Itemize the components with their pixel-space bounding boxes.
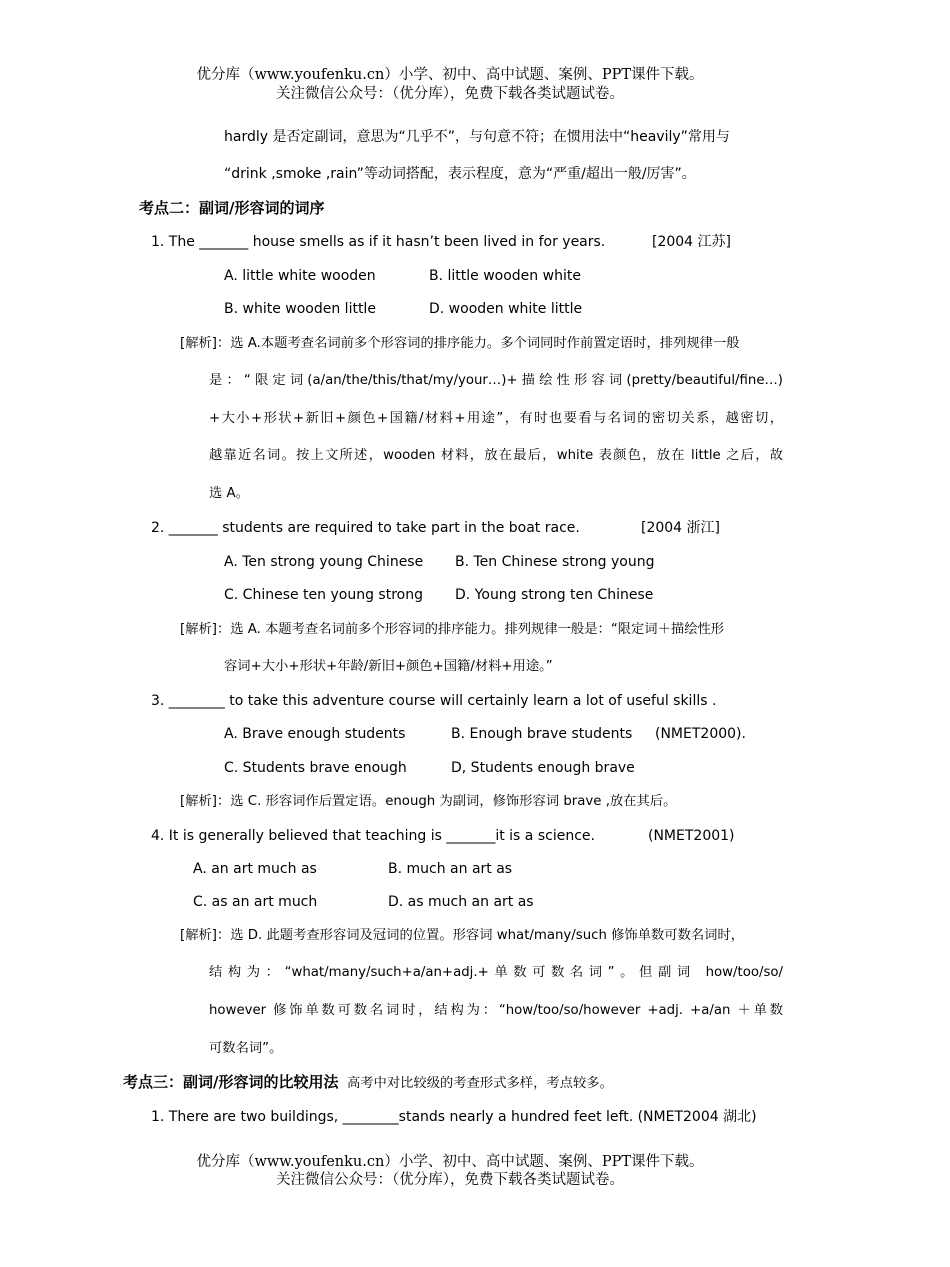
question-3-option: B. Enough brave students xyxy=(451,726,633,742)
question-4-source: (NMET2001) xyxy=(648,828,735,844)
question-4-stem: 4. It is generally believed that teaching is _______it is a science. xyxy=(151,828,595,844)
question-1-option: B. white wooden little xyxy=(224,301,376,317)
question-4-analysis-line: however 修饰单数可数名词时，结构为：“how/too/so/however +adj. +a/an ＋单数 xyxy=(209,1003,783,1018)
page-footer-line2: 关注微信公众号：（优分库），免费下载各类试题试卷。 xyxy=(276,1172,624,1188)
question-1-analysis-line: [解析]：选 A.本题考查名词前多个形容词的排序能力。多个词同时作前置定语时，排列规律一般 xyxy=(180,336,740,351)
question-1-stem: 1. The _______ house smells as if it hasn’t been lived in for years. xyxy=(151,234,606,250)
section-title-3: 考点三：副词/形容词的比较用法 xyxy=(123,1073,339,1091)
intro-line-2: “drink ,smoke ,rain”等动词搭配，表示程度，意为“严重/超出一般/厉害”。 xyxy=(224,166,696,182)
question-1-analysis-line: 是：“限定词(a/an/the/this/that/my/your…)+描绘性形容词(pretty/beautiful/fine…) xyxy=(209,373,783,388)
question-4-analysis-line: [解析]：选 D. 此题考查形容词及冠词的位置。形容词 what/many/such 修饰单数可数名词时， xyxy=(180,928,745,943)
question-3-option: A. Brave enough students xyxy=(224,726,406,742)
question-2-analysis-line: [解析]：选 A. 本题考查名词前多个形容词的排序能力。排列规律一般是：“限定词＋描绘性形 xyxy=(180,622,725,637)
question-4-option: A. an art much as xyxy=(193,861,317,877)
question-1-analysis-line: +大小+形状+新旧+颜色+国籍/材料+用途”，有时也要看与名词的密切关系，越密切， xyxy=(209,411,783,426)
question-4-analysis-line: 结构为：“what/many/such+a/an+adj.+单数可数名词”。但副词 how/too/so/ xyxy=(209,965,783,980)
question-1-option: D. wooden white little xyxy=(429,301,583,317)
question-4-option: C. as an art much xyxy=(193,894,318,910)
question-2-option: A. Ten strong young Chinese xyxy=(224,554,424,570)
question-2-stem: 2. _______ students are required to take part in the boat race. xyxy=(151,520,580,536)
question-3-option: C. Students brave enough xyxy=(224,760,407,776)
question-3-source: (NMET2000). xyxy=(655,726,746,742)
question-1-option: A. little white wooden xyxy=(224,268,376,284)
question-2-analysis-line: 容词+大小+形状+年龄/新旧+颜色+国籍/材料+用途。” xyxy=(224,659,553,674)
question-4-option: D. as much an art as xyxy=(388,894,534,910)
section-title-2: 考点二：副词/形容词的词序 xyxy=(139,199,325,217)
section-3-question-1-stem: 1. There are two buildings, ________stands nearly a hundred feet left. (NMET2004 湖北) xyxy=(151,1109,757,1125)
question-3-stem: 3. ________ to take this adventure course will certainly learn a lot of useful skills . xyxy=(151,693,717,709)
question-4-analysis-line: 可数名词”。 xyxy=(209,1041,283,1056)
intro-line-1: hardly 是否定副词，意思为“几乎不”，与句意不符；在惯用法中“heavily”常用与 xyxy=(224,129,730,145)
question-3-option: D, Students enough brave xyxy=(451,760,635,776)
page-header-line1: 优分库（www.youfenku.cn）小学、初中、高中试题、案例、PPT课件下载。 xyxy=(196,67,704,83)
section-3-note: 高考中对比较级的考查形式多样，考点较多。 xyxy=(346,1076,613,1091)
question-1-option: B. little wooden white xyxy=(429,268,581,284)
question-1-analysis-line: 越靠近名词。按上文所述，wooden 材料，放在最后，white 表颜色，放在 little 之后，故 xyxy=(209,448,783,463)
question-2-option: D. Young strong ten Chinese xyxy=(455,587,654,603)
question-1-analysis-line: 选 A。 xyxy=(209,486,249,501)
question-3-analysis-line: [解析]：选 C. 形容词作后置定语。enough 为副词，修饰形容词 brave ,放在其后。 xyxy=(180,794,677,809)
section-title-3-row xyxy=(123,1073,613,1093)
question-2-option: B. Ten Chinese strong young xyxy=(455,554,655,570)
page-footer-line1: 优分库（www.youfenku.cn）小学、初中、高中试题、案例、PPT课件下载。 xyxy=(196,1154,704,1170)
question-1-source: [2004 江苏] xyxy=(652,234,732,250)
page-header-line2: 关注微信公众号：（优分库），免费下载各类试题试卷。 xyxy=(276,86,624,102)
question-2-source: [2004 浙江] xyxy=(641,520,721,536)
question-2-option: C. Chinese ten young strong xyxy=(224,587,423,603)
question-4-option: B. much an art as xyxy=(388,861,513,877)
